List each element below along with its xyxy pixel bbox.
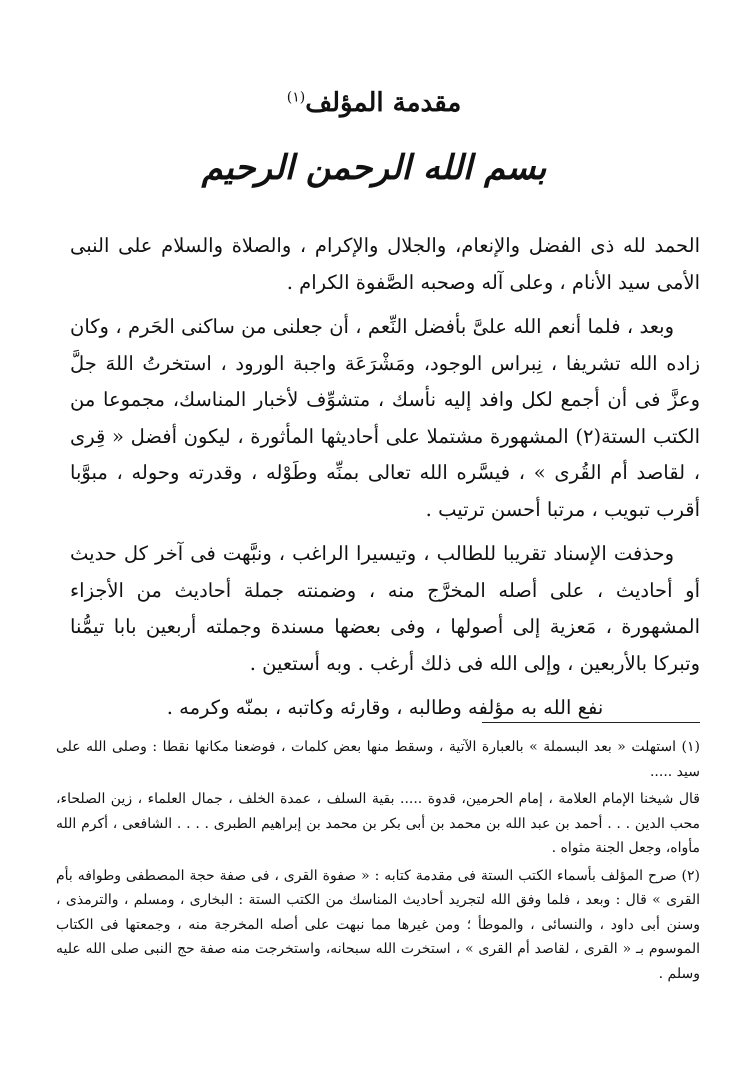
footnote-1-continued: قال شيخنا الإمام العلامة ، إمام الحرمين، قدوة ..... بقية السلف ، عمدة الخلف ، جمال العلماء ، زين الصلحاء، محب الدين . . . أحمد بن عبد الله بن محمد بن أبى بكر بن محمد بن إبراهيم الطبرى . . . . الشافعى ، أكرم الله مأواه، وجعل الجنة مثواه . (56, 791, 700, 856)
paragraph-2: وبعد ، فلما أنعم الله علىَّ بأفضل النِّعم ، أن جعلنى من ساكنى الحَرم ، وكان زاده الله تشريفا ، نِبراس الوجود، ومَشْرَعَة واجبة الورود ، استخرتُ اللهَ جلَّ وعزَّ فى أن أجمع لكل وافد إليه نأسك ، متشوِّف لأخبار المناسك، مجموعا من الكتب الستة(٢) المشهورة مشتملا على أحاديثها المأثورة ، ليكون أفضل « قِرى ، لقاصد أم القُرى » ، فيسَّره الله تعالى بمنِّه وطَوْله ، وقدرته وحوله ، مبوَّبا أقرب تبويب ، مرتبا أحسن ترتيب . (70, 315, 700, 521)
title-footnote-marker: (١) (286, 89, 306, 106)
paragraph-1: الحمد لله ذى الفضل والإنعام، والجلال والإكرام ، والصلاة والسلام على النبى الأمى سيد الأنام ، وعلى آله وصحبه الصَّفوة الكرام . (70, 234, 700, 294)
title-text: مقدمة المؤلف (305, 88, 462, 118)
main-text (70, 228, 700, 735)
page-title (0, 88, 748, 118)
paragraph-3: وحذفت الإسناد تقريبا للطالب ، وتيسيرا الراغب ، ونبَّهت فى آخر كل حديث أو أحاديث ، على أصله المخرَّج منه ، وضمنته جملة أحاديث من الأجزاء المشهورة ، مَعزية إلى أصولها ، وفى بعضها مسندة وجملته أربعين بابا تيمُّنا وتبركا بالأربعين ، وإلى الله فى ذلك أرغب . وبه أستعين . (70, 542, 700, 675)
closing-line: نفع الله به مؤلفه وطالبه ، وقارئه وكاتبه ، بمنّه وكرمه . (166, 696, 604, 719)
footnotes (56, 735, 700, 989)
footnote-1: (١) استهلت « بعد البسملة » بالعبارة الآتية ، وسقط منها بعض كلمات ، فوضعنا مكانها نقطا : وصلى الله على سيد ..... (56, 739, 700, 780)
footnote-separator (482, 722, 700, 723)
basmala: بسم الله الرحمن الرحيم (201, 148, 547, 188)
footnote-2: (٢) صرح المؤلف بأسماء الكتب الستة فى مقدمة كتابه : « صفوة القرى ، فى صفة حجة المصطفى وطوافه بأم القرى » قال : وبعد ، فلما وفق الله لتجريد أحاديث المناسك من الكتب الستة : البخارى ، ومسلم ، والترمذى ، وسنن أبى داود ، والنسائى ، والموطأ ؛ ومن غيرها مما نبهت على أصله المخرجة منه ، وجمعتها فى الكتاب الموسوم بـ « القرى ، لقاصد أم القرى » ، استخرت الله سبحانه، واستخرجت منه صفة حج النبى صلى الله عليه وسلم . (56, 867, 700, 982)
